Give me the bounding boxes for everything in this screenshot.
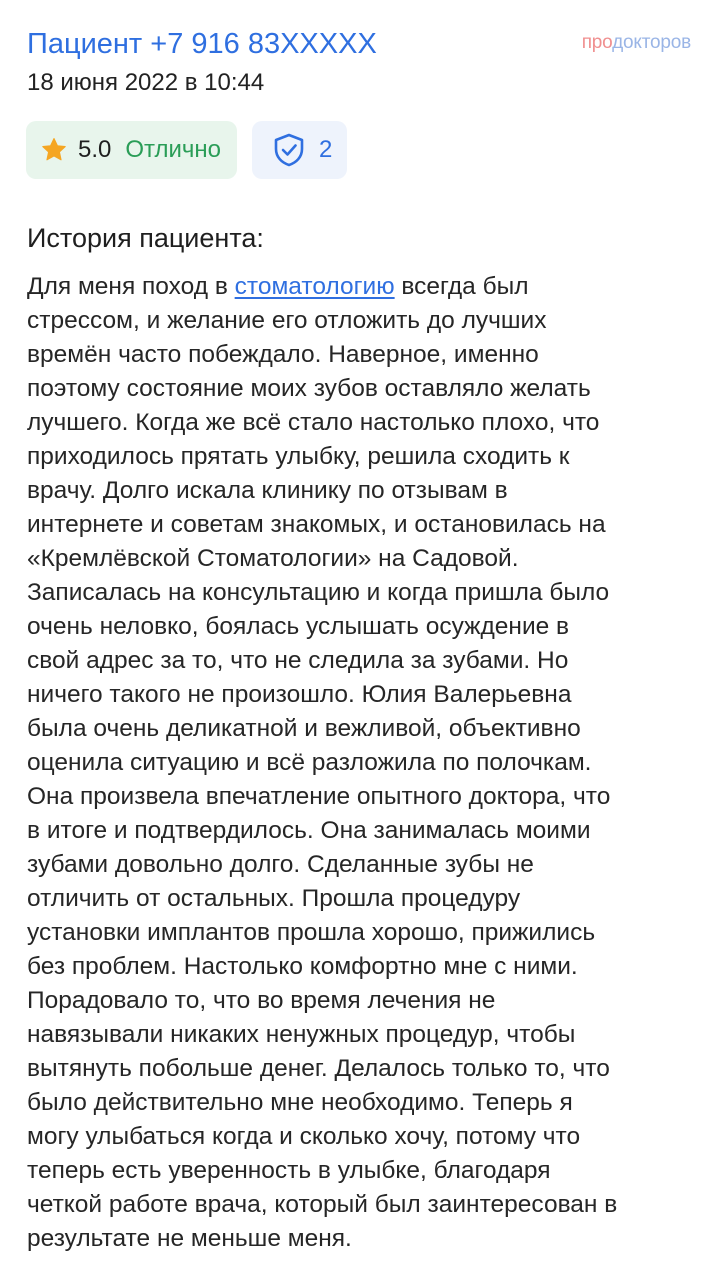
review-header [27,26,695,98]
story-line: было действительно мне необходимо. Теперь я [27,1089,573,1116]
story-line: установки имплантов прошла хорошо, прижились [27,919,596,946]
story-line: результате не меньше меня. [27,1225,352,1252]
story-line: Она произвела впечатление опытного доктора, что [27,783,611,810]
star-icon [40,136,68,164]
story-line: отличить от остальных. Прошла процедуру [27,885,521,912]
story-line: оценила ситуацию и всё разложила по полочкам. [27,749,592,776]
story-line: поэтому состояние моих зубов оставляло желать [27,375,591,402]
rating-value: 5.0 [78,136,112,163]
story-line: была очень деликатной и вежливой, объективно [27,715,581,742]
story-line: в итоге и подтвердилось. Она занималась моими [27,817,591,844]
story-line: без проблем. Настолько комфортно мне с ними. [27,953,578,980]
logo-part-doctorov: докторов [612,32,691,53]
logo-part-pro: про [581,32,613,53]
review-date: 18 июня 2022 в 10:44 [27,69,265,96]
rating-badge[interactable] [26,121,237,179]
story-line: Записалась на консультацию и когда пришла было [27,579,610,606]
story-line: приходилось прятать улыбку, решила сходить к [27,443,570,470]
story-line: четкой работе врача, который был заинтересован в [27,1191,618,1218]
story-line: времён часто побеждало. Наверное, именно [27,341,539,368]
story-line: лучшего. Когда же всё стало настолько плохо, что [27,409,600,436]
prodoctorov-logo[interactable] [582,32,691,54]
story-title: История пациента: [27,223,264,253]
story-line: навязывали никаких ненужных процедур, чтобы [27,1021,576,1048]
verified-count: 2 [319,136,333,163]
review-badges [26,121,347,179]
story-line: очень неловко, боялась услышать осуждение в [27,613,570,640]
verified-badge[interactable] [252,121,347,179]
story-line: вытянуть побольше денег. Делалось только то, что [27,1055,610,1082]
story-line: стрессом, и желание его отложить до лучших [27,307,547,334]
story-line: свой адрес за то, что не следила за зубами. Но [27,647,569,674]
story-line: зубами довольно долго. Сделанные зубы не [27,851,534,878]
dentistry-link[interactable]: стоматологию [234,273,395,300]
shield-check-icon [271,132,307,168]
story-line: «Кремлёвской Стоматологии» на Садовой. [27,545,519,572]
story-line: теперь есть уверенность в улыбке, благодаря [27,1157,551,1184]
story-line: могу улыбаться когда и сколько хочу, потому что [27,1123,581,1150]
story-text-fragment: Для меня поход в [27,273,235,300]
story-line: интернете и советам знакомых, и остановилась на [27,511,606,538]
review-author[interactable]: Пациент +7 916 83XXXXX [27,28,377,60]
story-text [27,270,707,1256]
story-line: Порадовало то, что во время лечения не [27,987,496,1014]
story-text-fragment: всегда был [394,273,529,300]
rating-label: Отлично [125,136,222,163]
story-line: ничего такого не произошло. Юлия Валерьевна [27,681,572,708]
story-line: врачу. Долго искала клинику по отзывам в [27,477,508,504]
story-line [27,270,707,304]
